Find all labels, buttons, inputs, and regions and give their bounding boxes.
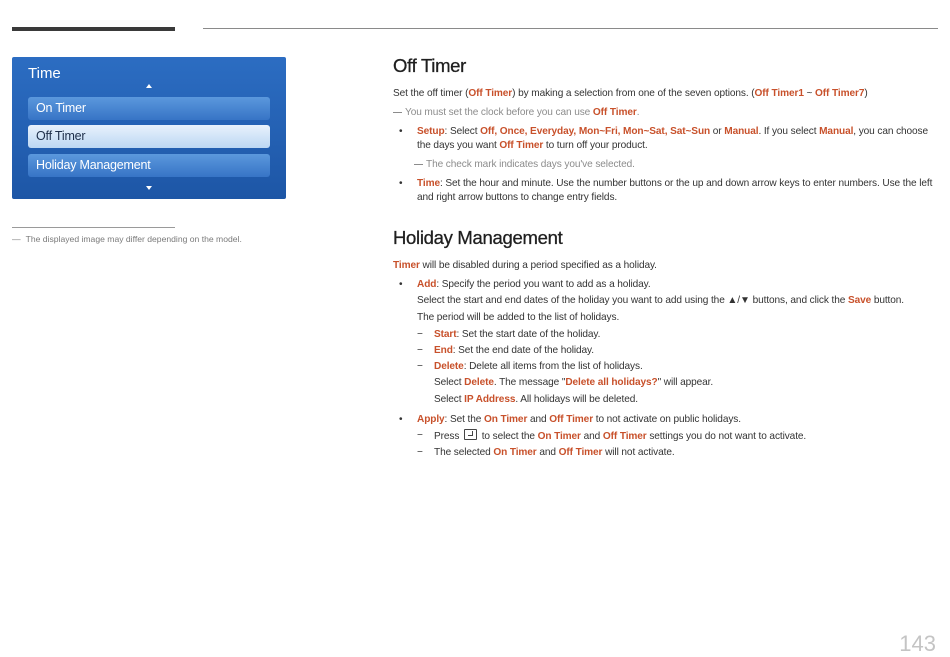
main-content <box>393 54 938 460</box>
scroll-up-arrow-icon <box>146 84 152 88</box>
menu-item-holiday-management: Holiday Management <box>28 154 270 177</box>
end-item: − End: Set the end date of the holiday. <box>417 345 594 356</box>
time-menu-panel <box>12 57 286 199</box>
page-number: 143 <box>899 631 936 656</box>
clock-note: You must set the clock before you can use Off Timer. <box>393 106 938 120</box>
header-bar <box>12 27 175 31</box>
add-bullet: • Add: Specify the period you want to add as a holiday. <box>399 279 651 290</box>
holiday-intro: Timer will be disabled during a period specified as a holiday. <box>393 260 657 271</box>
header-rule <box>203 28 938 29</box>
setup-bullet: • Setup: Select Off, Once, Everyday, Mon~Fri, Mon~Sat, Sat~Sun or Manual. If you select Manual, you can choose the days you want Off Timer to turn off your product. <box>399 126 929 151</box>
scroll-down-arrow-icon <box>146 186 152 190</box>
apply-bullet: • Apply: Set the On Timer and Off Timer to not activate on public holidays. <box>399 414 741 425</box>
add-line-2: Select the start and end dates of the holiday you want to add using the ▲/▼ buttons, and click the Save button. <box>417 295 904 306</box>
delete-item: − Delete: Delete all items from the list of holidays. <box>417 361 643 372</box>
menu-item-on-timer: On Timer <box>28 97 270 120</box>
delete-line-2: Select Delete. The message "Delete all holidays?" will appear. <box>434 377 714 388</box>
enter-button-icon <box>464 429 477 440</box>
model-disclaimer: ― The displayed image may differ depending on the model. <box>12 234 242 244</box>
check-mark-note: The check mark indicates days you've selected. <box>393 158 938 172</box>
selected-item: − The selected On Timer and Off Timer will not activate. <box>417 447 675 458</box>
off-timer-intro: Set the off timer (Off Timer) by making a selection from one of the seven options. (Off Timer1 ~ Off Timer7) <box>393 88 868 99</box>
footnote-rule <box>12 227 175 228</box>
time-bullet: • Time: Set the hour and minute. Use the number buttons or the up and down arrow keys to enter numbers. Use the left and right arrow buttons to change entry fields. <box>399 178 933 203</box>
delete-line-3: Select IP Address. All holidays will be deleted. <box>434 394 638 405</box>
off-timer-heading: Off Timer <box>393 55 467 76</box>
menu-item-off-timer: Off Timer <box>28 125 270 148</box>
holiday-management-heading: Holiday Management <box>393 227 563 248</box>
start-item: − Start: Set the start date of the holiday. <box>417 329 601 340</box>
press-item: − Press to select the On Timer and Off Timer settings you do not want to activate. <box>417 430 807 442</box>
menu-title: Time <box>28 65 61 82</box>
add-line-3: The period will be added to the list of holidays. <box>417 312 620 323</box>
